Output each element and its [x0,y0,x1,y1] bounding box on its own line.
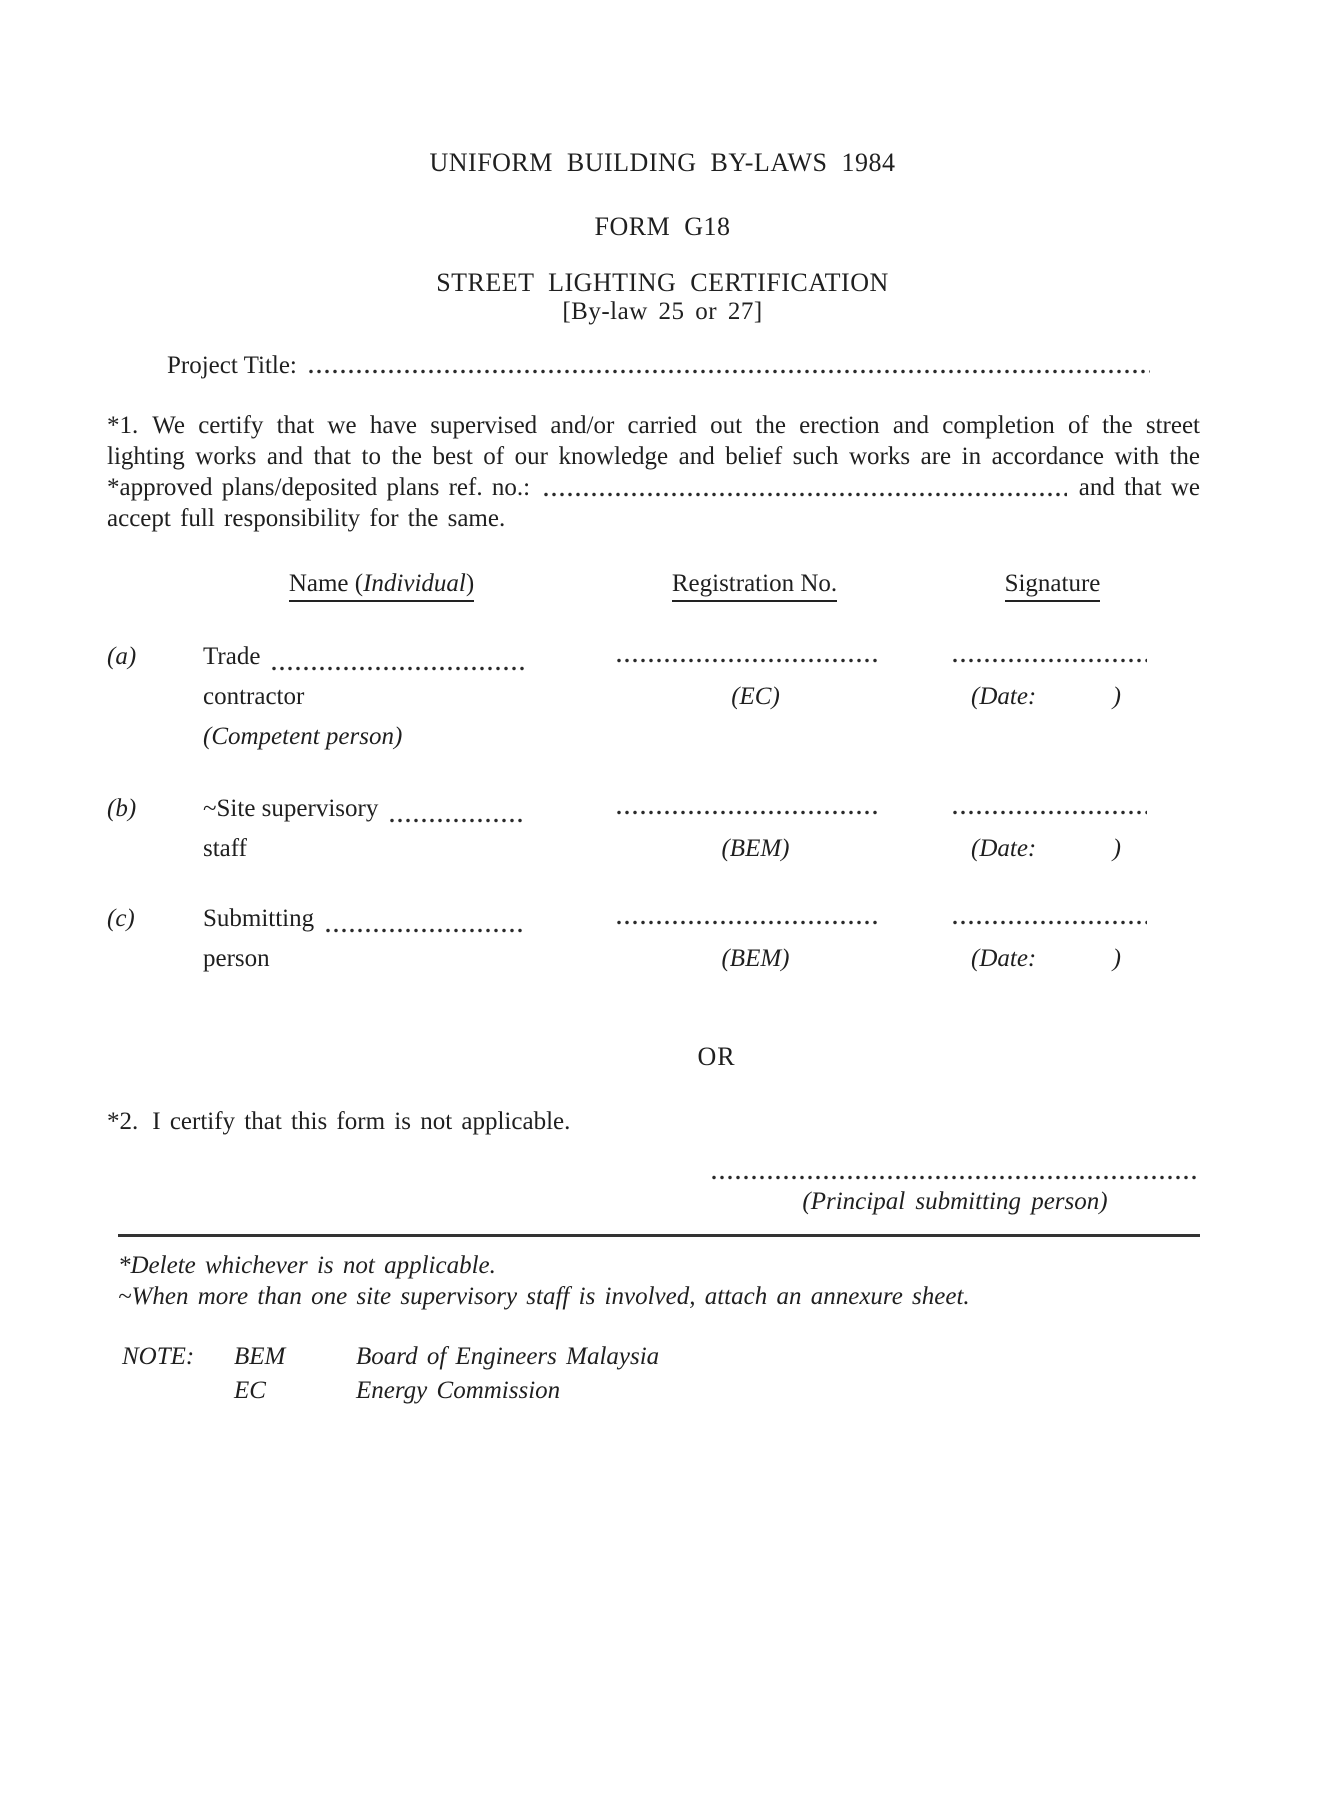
footnote-divider [118,1234,1200,1237]
certification-paragraph [107,410,1200,534]
row-a-name-cell [203,637,560,757]
note-label-spacer [122,1374,234,1408]
note-abbr-bem: BEM [234,1343,286,1370]
ref-no-field [542,487,1067,497]
row-c-registration-body: (BEM) [721,945,790,972]
row-a-signature-field [905,637,1200,677]
row-c-date-close: ) [1112,945,1121,972]
row-b-date-close: ) [1112,835,1121,862]
column-header-name [203,570,560,598]
name-header-individual: Individual [363,570,466,597]
certify-line-4: accept full responsibility for the same. [107,505,506,532]
ref-no-label: *approved plans/deposited plans ref. no.: [107,474,531,501]
doc-title: UNIFORM BUILDING BY-LAWS 1984 [429,148,896,177]
not-applicable-statement [107,1108,1200,1136]
note-meaning-ec: Energy Commission [356,1377,561,1404]
certify-line-1 [107,410,1200,441]
row-a-registration-cell [560,637,905,757]
row-c-date-open: (Date: [971,945,1037,972]
column-header-registration [560,570,905,598]
row-a-name-line2: contractor [203,683,305,710]
note-label: NOTE: [122,1343,195,1370]
row-a-name-field [270,661,525,671]
row-b-name-line2: staff [203,835,247,862]
row-b-date [971,829,1121,869]
row-c-name-line2: person [203,945,270,972]
table-header-row [107,570,1200,598]
certify-line-3 [107,472,1200,503]
row-a-signature-cell [905,637,1200,757]
footnote-annexure: ~When more than one site supervisory staff is involved, attach an annexure sheet. [118,1283,970,1310]
row-c-name-field [324,923,525,933]
certify-line-3-tail: and that we [1078,474,1200,501]
item-2-marker: *2. [107,1108,139,1135]
row-c-name-cell [203,899,560,979]
principal-signature-field [710,1168,1200,1180]
note-abbr-ec: EC [234,1377,266,1404]
or-separator: OR [697,1042,736,1071]
table-row-a [107,637,1200,757]
row-b-name-field [388,813,525,823]
row-a-date-close: ) [1112,683,1121,710]
registration-header-text: Registration No. [672,570,837,602]
row-c-label: (c) [107,905,135,932]
row-b-label: (b) [107,795,137,822]
row-a-registration-body: (EC) [731,683,780,710]
name-header-close: ) [465,570,475,597]
footnotes [107,1250,1200,1312]
signature-header-text: Signature [1005,570,1101,602]
certify-line-2: lighting works and that to the best of our knowledge and belief such works are in accordance with the [107,443,1200,470]
row-c-name-line1 [203,899,525,939]
row-c-signature-field [905,899,1200,939]
footnote-delete: *Delete whichever is not applicable. [118,1252,496,1279]
row-a-date [971,677,1121,717]
row-b-date-open: (Date: [971,835,1037,862]
row-b-name-line1 [203,789,525,829]
row-a-date-open: (Date: [971,683,1037,710]
principal-signature-block [107,1168,1200,1216]
row-c-name-text: Submitting [203,905,315,932]
row-c-date [971,939,1121,979]
table-row-c [107,899,1200,979]
note-block [107,1340,1200,1408]
project-title-field [307,364,1150,374]
form-number: FORM G18 [594,212,731,241]
row-c-registration-field [560,899,905,939]
certify-line-1-text: We certify that we have supervised and/or carried out the erection and completion of the street [152,412,1200,439]
table-row-b [107,789,1200,869]
row-b-name-text: ~Site supervisory [203,795,379,822]
item-2-text: I certify that this form is not applicable. [152,1108,571,1135]
project-title-label: Project Title: [167,352,297,379]
row-b-signature-cell [905,789,1200,869]
row-b-registration-cell [560,789,905,869]
header-spacer [107,570,203,598]
row-a-name-line1 [203,637,525,677]
row-b-signature-field [905,789,1200,829]
note-meaning-bem: Board of Engineers Malaysia [356,1343,660,1370]
bylaw-reference: [By-law 25 or 27] [562,298,763,325]
row-c-signature-cell [905,899,1200,979]
principal-caption: (Principal submitting person) [802,1188,1108,1215]
column-header-signature [905,570,1200,598]
row-b-registration-body: (BEM) [721,835,790,862]
form-title: STREET LIGHTING CERTIFICATION [436,268,889,297]
row-a-label: (a) [107,643,137,670]
row-a-registration-field [560,637,905,677]
row-a-competent-person: (Competent person) [203,723,403,750]
item-1-marker: *1. [107,412,139,439]
project-title-row [107,352,1200,380]
row-c-registration-cell [560,899,905,979]
row-a-name-text: Trade [203,643,261,670]
name-header-open: Name ( [288,570,364,597]
row-b-registration-field [560,789,905,829]
row-b-name-cell [203,789,560,869]
